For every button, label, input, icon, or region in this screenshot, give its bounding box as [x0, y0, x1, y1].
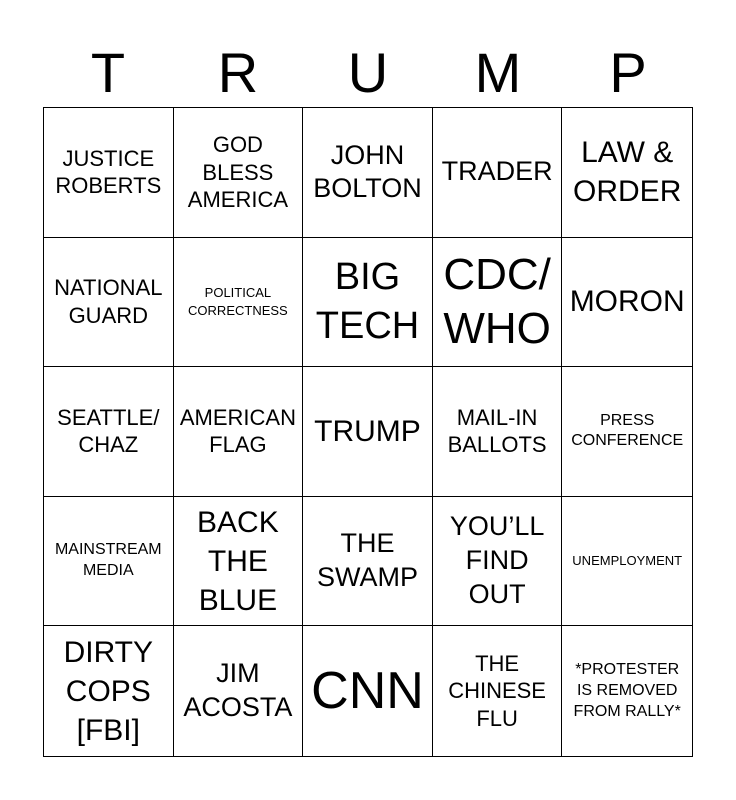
cell-label: YOU’LL FIND OUT: [449, 511, 545, 609]
bingo-cell[interactable]: [303, 367, 433, 497]
cell-label: JUSTICE ROBERTS: [55, 145, 162, 199]
bingo-board: [43, 107, 693, 757]
cell-label: PRESS CONFERENCE: [571, 411, 684, 450]
cell-label: UNEMPLOYMENT: [572, 553, 683, 568]
cell-label: POLITICAL CORRECTNESS: [188, 284, 288, 318]
bingo-cell[interactable]: [433, 497, 563, 627]
bingo-cell[interactable]: [44, 497, 174, 627]
bingo-cell[interactable]: [562, 238, 692, 368]
header-letter-p: P: [609, 41, 647, 104]
cell-label: BIG TECH: [315, 255, 420, 347]
bingo-cell[interactable]: [44, 367, 174, 497]
bingo-cell[interactable]: [174, 108, 304, 238]
cell-label: SEATTLE/ CHAZ: [57, 404, 160, 458]
bingo-cell[interactable]: [303, 238, 433, 368]
cell-label: CDC/ WHO: [443, 250, 551, 353]
cell-label: BACK THE BLUE: [197, 505, 279, 617]
bingo-cell[interactable]: [562, 497, 692, 627]
cell-label: CNN: [311, 661, 424, 720]
cell-label: MORON: [569, 285, 685, 319]
bingo-cell[interactable]: [174, 497, 304, 627]
bingo-cell[interactable]: [303, 108, 433, 238]
bingo-cell[interactable]: [433, 238, 563, 368]
cell-label: THE SWAMP: [316, 528, 418, 593]
bingo-cell[interactable]: [303, 626, 433, 756]
bingo-header: [43, 38, 693, 108]
bingo-cell[interactable]: [433, 367, 563, 497]
bingo-cell[interactable]: [174, 238, 304, 368]
bingo-cell[interactable]: [562, 626, 692, 756]
bingo-cell[interactable]: [562, 367, 692, 497]
cell-label: *PROTESTER IS REMOVED FROM RALLY*: [573, 661, 681, 720]
bingo-cell[interactable]: [433, 626, 563, 756]
cell-label: TRUMP: [314, 414, 421, 448]
header-letter-u: U: [347, 41, 389, 104]
cell-label: AMERICAN FLAG: [179, 404, 296, 458]
bingo-cell[interactable]: [174, 626, 304, 756]
bingo-cell[interactable]: [44, 238, 174, 368]
header-letter-m: M: [474, 41, 522, 104]
header-letter-r: R: [217, 41, 259, 104]
cell-label: DIRTY COPS [FBI]: [63, 635, 154, 747]
bingo-cell[interactable]: [303, 497, 433, 627]
cell-label: NATIONAL GUARD: [54, 275, 163, 328]
cell-label: THE CHINESE FLU: [448, 650, 546, 731]
bingo-cell[interactable]: [44, 626, 174, 756]
bingo-cell[interactable]: [44, 108, 174, 238]
cell-label: LAW & ORDER: [573, 136, 682, 209]
header-letter-t: T: [90, 41, 126, 104]
bingo-cell[interactable]: [562, 108, 692, 238]
cell-label: JIM ACOSTA: [183, 658, 293, 723]
cell-label: GOD BLESS AMERICA: [187, 132, 289, 213]
cell-label: MAIL-IN BALLOTS: [447, 404, 547, 458]
bingo-cell[interactable]: [433, 108, 563, 238]
cell-label: JOHN BOLTON: [313, 139, 422, 204]
bingo-cell[interactable]: [174, 367, 304, 497]
cell-label: TRADER: [441, 156, 553, 187]
cell-label: MAINSTREAM MEDIA: [54, 541, 162, 580]
